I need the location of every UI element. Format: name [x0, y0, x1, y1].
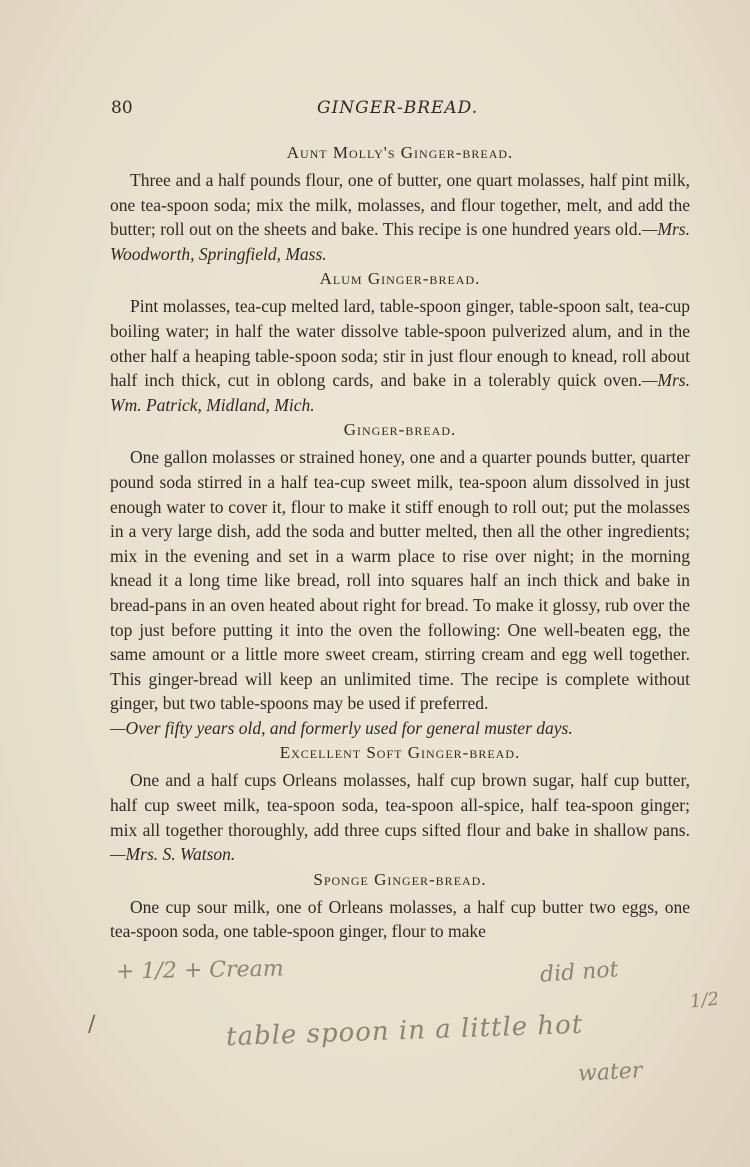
recipe-text: Three and a half pounds flour, one of butter, one quart molasses, half pint milk, one tea-spoon soda; mix the milk, molasses, and flour together, melt, and add the butter; roll out on the sheets and bake. This recipe is one hundred years old.: [110, 170, 690, 240]
recipe-body: [110, 168, 690, 266]
recipe-text: One and a half cups Orleans molasses, half cup brown sugar, half cup butter, half cup sweet milk, tea-spoon soda, tea-spoon all-spice, half tea-spoon ginger; mix all together thoroughly, add three cups sifted flour and bake in shallow pans.: [110, 770, 690, 840]
recipe-title: Aunt Molly's Ginger-bread.: [286, 143, 514, 162]
recipe-body: [110, 768, 690, 866]
pencil-slash-mark: /: [88, 1012, 96, 1037]
recipe-body: [110, 445, 690, 740]
running-head: [111, 98, 691, 124]
recipe-attribution: —Mrs. Wm. Patrick, Midland, Mich.: [110, 370, 690, 415]
page-number: 80: [111, 98, 133, 118]
recipe-attribution: —Mrs. Woodworth, Springfield, Mass.: [110, 219, 690, 264]
recipe-content: [110, 140, 690, 944]
recipe-attribution: —Over fifty years old, and formerly used for general muster days.: [110, 717, 573, 738]
handwritten-note-did-not: did not: [539, 957, 620, 988]
recipe-body: [110, 895, 690, 944]
recipe-title: Excellent Soft Ginger-bread.: [279, 743, 521, 763]
recipe-text: One cup sour milk, one of Orleans molasses, a half cup butter two eggs, one tea-spoon soda, one table-spoon ginger, flour to make: [110, 896, 690, 942]
recipe-attribution: —Mrs. S. Watson.: [110, 844, 236, 865]
recipe-title: Alum Ginger-bread.: [319, 269, 481, 289]
recipe-text: One gallon molasses or strained honey, one and a quarter pounds butter, quarter pound soda stirred in a half tea-cup sweet milk, tea-spoon alum dissolved in just enough water to cover it, flour to make it stiff enough to roll out; put the molasses in a very large dish, add the soda and butter melted, then all the other ingredients; mix in the evening and set in a warm place to rise over night; in the morning knead it a long time like bread, roll into squares half an inch thick and bake in bread-pans in an oven heated about right for bread. To make it glossy, rub over the top just before putting it into the oven the following: One well-beaten egg, the same amount or a little more sweet cream, stirring cream and egg well together. This ginger-bread will keep an unlimited time. The recipe is complete without ginger, but two table-spoons may be used if preferred.: [110, 447, 690, 714]
handwritten-note-cream: + 1/2 + Cream: [115, 956, 284, 985]
running-title: GINGER-BREAD.: [317, 98, 479, 118]
recipe-title: Sponge Ginger-bread.: [313, 869, 487, 889]
recipe-title: Ginger-bread.: [343, 420, 457, 440]
handwritten-note-water: table spoon in a little hot: [225, 1009, 584, 1053]
handwritten-note-water-end: water: [577, 1058, 643, 1087]
recipe-text: Pint molasses, tea-cup melted lard, table-spoon ginger, table-spoon salt, tea-cup boiling water; in half the water dissolve table-spoon pulverized alum, and in the other half a heaping table-spoon soda; stir in just flour enough to knead, roll about half inch thick, cut in oblong cards, and bake in a tolerably quick oven.: [110, 296, 690, 391]
handwritten-fraction-mark: 1/2: [688, 988, 720, 1013]
recipe-body: [110, 294, 690, 417]
